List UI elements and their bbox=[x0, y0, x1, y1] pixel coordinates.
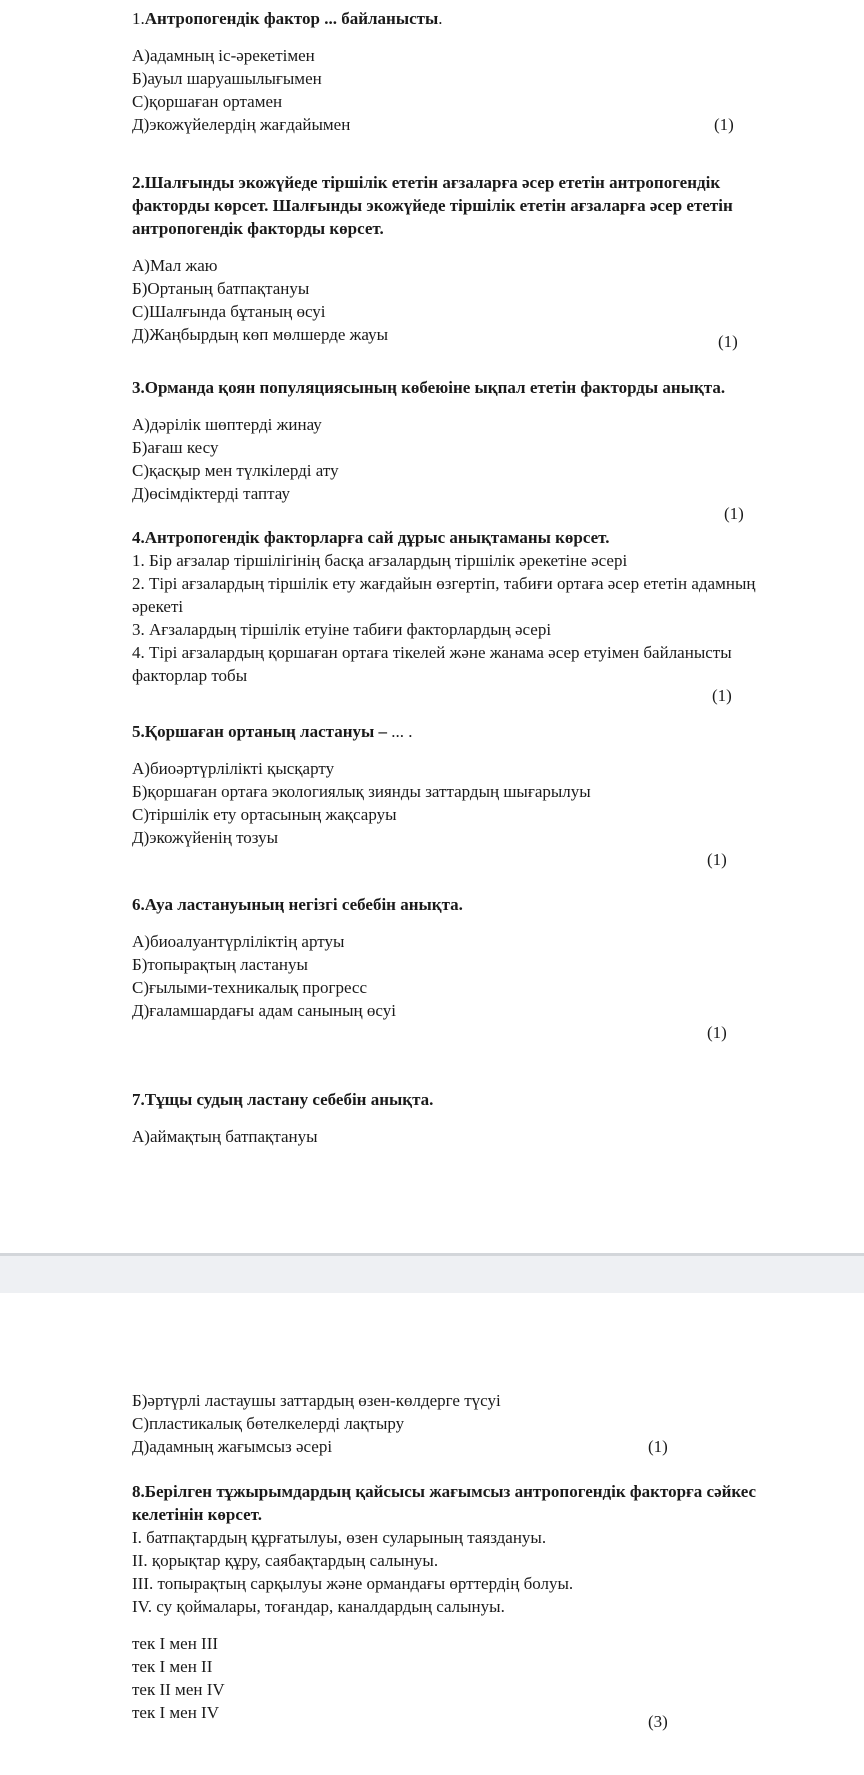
question-2-option-c: С)Шалғында бұтаның өсуі bbox=[132, 302, 326, 321]
question-8-title-line-2: келетінін көрсет. bbox=[132, 1505, 263, 1524]
question-5-option-b: Б)қоршаған ортаға экологиялық зиянды заттардың шығарылуы bbox=[132, 782, 591, 801]
question-3-score: (1) bbox=[724, 504, 744, 523]
question-2-title-line-1: 2.Шалғынды экожүйеде тіршілік ететін ағзаларға әсер ететін антропогендік bbox=[132, 173, 721, 192]
question-5-title: 5.Қоршаған ортаның ластануы – bbox=[132, 722, 388, 741]
question-1-title bbox=[132, 7, 862, 30]
question-6-option-a: А)биоалуантүрліліктің артуы bbox=[132, 932, 345, 951]
question-5-option-d: Д)экожүйенің тозуы bbox=[132, 828, 279, 847]
question-6-option-b: Б)топырақтың ластануы bbox=[132, 955, 308, 974]
question-6-option-c: С)ғылыми-техникалық прогресс bbox=[132, 978, 368, 997]
question-1-title-tail: . bbox=[438, 9, 443, 28]
question-8-option-b: тек I мен II bbox=[132, 1657, 213, 1676]
question-4-definition-1: 1. Бір ағзалар тіршілігінің басқа ағзалардың тіршілік әрекетіне әсері bbox=[132, 551, 628, 570]
question-2-title-line-2: факторды көрсет. Шалғынды экожүйеде тіршілік ететін ағзаларға әсер ететін bbox=[132, 196, 733, 215]
question-1-option-d: Д)экожүйелердің жағдайымен bbox=[132, 115, 351, 134]
question-2-option-a: А)Мал жаю bbox=[132, 256, 218, 275]
question-5-title-row bbox=[132, 720, 862, 743]
question-3-option-c: С)қасқыр мен түлкілерді ату bbox=[132, 461, 339, 480]
question-5 bbox=[132, 720, 862, 849]
question-8-score: (3) bbox=[648, 1712, 668, 1731]
page-separator bbox=[0, 1253, 864, 1293]
question-8-statement-4: IV. су қоймалары, тоғандар, каналдардың салынуы. bbox=[132, 1597, 505, 1616]
question-8-title-line-1: 8.Берілген тұжырымдардың қайсысы жағымсыз антропогендік факторға сәйкес bbox=[132, 1482, 757, 1501]
question-3-option-d: Д)өсімдіктерді таптау bbox=[132, 484, 290, 503]
question-2-title-line-3: антропогендік факторды көрсет. bbox=[132, 219, 384, 238]
question-5-option-c: С)тіршілік ету ортасының жақсаруы bbox=[132, 805, 397, 824]
question-3 bbox=[132, 376, 862, 505]
question-7-option-b: Б)әртүрлі ластаушы заттардың өзен-көлдерге түсуі bbox=[132, 1391, 501, 1410]
question-7-continued bbox=[132, 1389, 862, 1458]
question-4 bbox=[132, 526, 862, 687]
question-1-score: (1) bbox=[714, 115, 734, 134]
question-3-option-a: А)дәрілік шөптерді жинау bbox=[132, 415, 322, 434]
question-4-definition-3: 3. Ағзалардың тіршілік етуіне табиғи факторлардың әсері bbox=[132, 620, 552, 639]
question-4-score: (1) bbox=[712, 686, 732, 705]
question-3-title: 3.Орманда қоян популяциясының көбеюіне ықпал ететін факторды анықта. bbox=[132, 378, 726, 397]
question-8-statement-1: I. батпақтардың құрғатылуы, өзен суларының таяздануы. bbox=[132, 1528, 547, 1547]
question-4-definition-2-cont: әрекеті bbox=[132, 597, 184, 616]
question-5-option-a: А)биоәртүрлілікті қысқарту bbox=[132, 759, 335, 778]
question-2-option-b: Б)Ортаның батпақтануы bbox=[132, 279, 310, 298]
question-7-option-c: С)пластикалық бөтелкелерді лақтыру bbox=[132, 1414, 405, 1433]
question-1-title-text: Антропогендік фактор ... байланысты bbox=[144, 9, 439, 28]
question-4-definition-4-cont: факторлар тобы bbox=[132, 666, 248, 685]
question-5-score: (1) bbox=[707, 850, 727, 869]
question-1-option-b: Б)ауыл шаруашылығымен bbox=[132, 69, 322, 88]
question-7-title: 7.Тұщы судың ластану себебін анықта. bbox=[132, 1090, 434, 1109]
question-2 bbox=[132, 171, 862, 346]
question-7 bbox=[132, 1088, 862, 1148]
question-2-score: (1) bbox=[718, 332, 738, 351]
question-6 bbox=[132, 893, 862, 1022]
question-2-option-d: Д)Жаңбырдың көп мөлшерде жауы bbox=[132, 325, 389, 344]
question-4-title: 4.Антропогендік факторларға сай дұрыс анықтаманы көрсет. bbox=[132, 528, 610, 547]
question-8-statement-3: III. топырақтың сарқылуы және ормандағы өрттердің болуы. bbox=[132, 1574, 574, 1593]
question-6-score: (1) bbox=[707, 1023, 727, 1042]
question-5-title-tail: ... . bbox=[387, 722, 413, 741]
question-1-option-a: А)адамның іс-әрекетімен bbox=[132, 46, 315, 65]
question-3-option-b: Б)ағаш кесу bbox=[132, 438, 219, 457]
question-8-option-a: тек I мен III bbox=[132, 1634, 219, 1653]
question-6-title: 6.Ауа ластануының негізгі себебін анықта. bbox=[132, 895, 463, 914]
question-8-statement-2: II. қорықтар құру, саябақтардың салынуы. bbox=[132, 1551, 439, 1570]
question-7-option-d: Д)адамның жағымсыз әсері bbox=[132, 1437, 333, 1456]
question-1 bbox=[132, 7, 862, 136]
question-4-definition-2: 2. Тірі ағзалардың тіршілік ету жағдайын өзгертіп, табиғи ортаға әсер ететін адамның bbox=[132, 574, 756, 593]
question-8 bbox=[132, 1480, 862, 1724]
document-page-2 bbox=[0, 1293, 864, 1775]
question-6-option-d: Д)ғаламшардағы адам санының өсуі bbox=[132, 1001, 396, 1020]
question-7-score: (1) bbox=[648, 1437, 668, 1456]
question-4-definition-4: 4. Тірі ағзалардың қоршаған ортаға тікелей және жанама әсер етуімен байланысты bbox=[132, 643, 732, 662]
question-1-option-c: С)қоршаған ортамен bbox=[132, 92, 283, 111]
question-8-option-d: тек I мен IV bbox=[132, 1703, 219, 1722]
question-1-number: 1. bbox=[132, 9, 145, 28]
question-7-option-a: А)аймақтың батпақтануы bbox=[132, 1127, 318, 1146]
question-8-option-c: тек II мен IV bbox=[132, 1680, 225, 1699]
